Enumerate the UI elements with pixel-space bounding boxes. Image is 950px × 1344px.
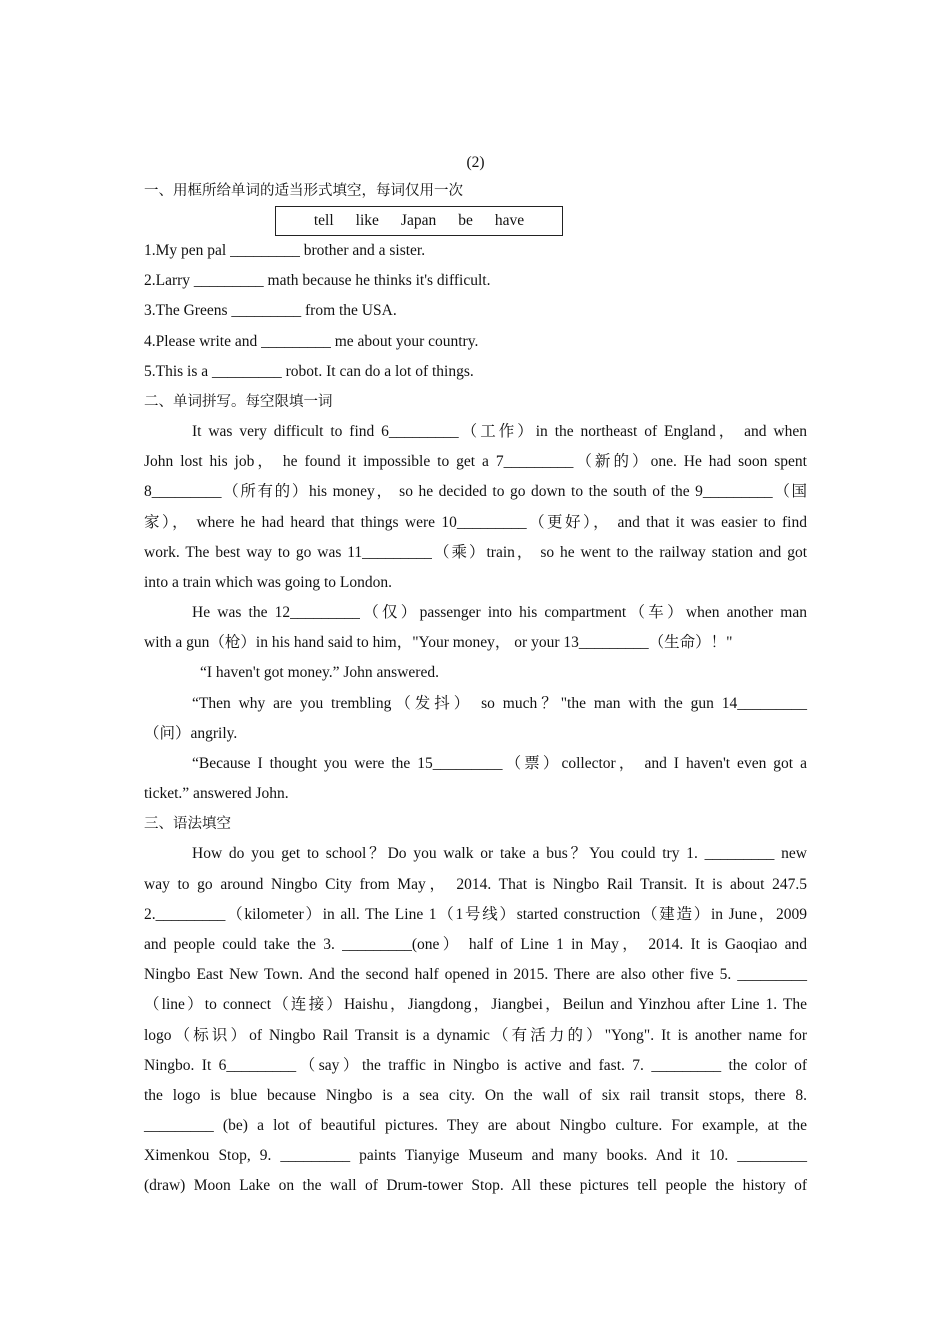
passage2-line: 家）， where he had heard that things were 10_________（更好）， and that it was easier to find bbox=[144, 513, 807, 531]
passage2-line: with a gun（枪）in his hand said to him，"Your money， or your 13_________（生命）！" bbox=[144, 634, 733, 652]
box-word: be bbox=[458, 212, 473, 229]
passage2-line: John lost his job， he found it impossible to get a 7_________（新的）one. He had soon spent bbox=[144, 453, 807, 471]
section1-heading: 一、用框所给单词的适当形式填空，每词仅用一次 bbox=[144, 183, 463, 199]
passage2-line: （问）angrily. bbox=[144, 724, 238, 742]
passage2-line: ticket.” answered John. bbox=[144, 785, 289, 803]
passage3-line: Ximenkou Stop, 9. _________ paints Tianyige Museum and many books. And it 10. _________ bbox=[144, 1147, 807, 1165]
section3-heading: 三、语法填空 bbox=[144, 816, 231, 833]
passage3-line: way to go around Ningbo City from May， 2014. That is Ningbo Rail Transit. It is about 247.5 bbox=[144, 875, 807, 893]
passage3-line: the logo is blue because Ningbo is a sea city. On the wall of six rail transit stops, there 8. bbox=[144, 1086, 807, 1104]
passage2-line: He was the 12_________（仅）passenger into his compartment（车）when another man bbox=[192, 604, 807, 622]
passage2-line: “Because I thought you were the 15_________（票）collector， and I haven't even got a bbox=[192, 755, 807, 772]
passage2-line: “I haven't got money.” John answered. bbox=[200, 664, 439, 682]
question-5: 5.This is a _________ robot. It can do a lot of things. bbox=[144, 362, 474, 380]
section2-heading: 二、单词拼写。每空限填一词 bbox=[144, 393, 333, 410]
page-number: (2) bbox=[466, 154, 485, 171]
passage3-line: How do you get to school？Do you walk or take a bus？You could try 1. _________ new bbox=[192, 845, 807, 863]
passage3-line: Ningbo. It 6_________（say）the traffic in Ningbo is active and fast. 7. _________ the color of bbox=[144, 1056, 807, 1074]
passage3-line: _________ (be) a lot of beautiful pictures. They are about Ningbo culture. For example, at the bbox=[144, 1117, 807, 1135]
question-4: 4.Please write and _________ me about your country. bbox=[144, 332, 479, 350]
passage3-line: Ningbo East New Town. And the second half opened in 2015. There are also other five 5. _________ bbox=[144, 966, 807, 984]
passage3-line: and people could take the 3. _________(one） half of Line 1 in May， 2014. It is Gaoqiao and bbox=[144, 935, 807, 953]
question-2: 2.Larry _________ math because he thinks it's difficult. bbox=[144, 272, 491, 290]
box-word: Japan bbox=[400, 212, 437, 229]
question-1: 1.My pen pal _________ brother and a sister. bbox=[144, 242, 426, 259]
box-word: tell bbox=[313, 212, 334, 229]
passage3-line: （line）to connect（连接）Haishu，Jiangdong，Jiangbei，Beilun and Yinzhou after Line 1. The bbox=[144, 996, 807, 1014]
passage2-line: 8_________（所有的）his money， so he decided to go down to the south of the 9_________（国 bbox=[144, 483, 807, 501]
box-word: have bbox=[494, 212, 525, 229]
passage2-line: work. The best way to go was 11_________（乘）train， so he went to the railway station and got bbox=[144, 543, 807, 561]
passage2-line: “Then why are you trembling（发抖） so much？"the man with the gun 14_________ bbox=[192, 694, 807, 712]
passage3-line: logo（标识）of Ningbo Rail Transit is a dynamic（有活力的）"Yong". It is another name for bbox=[144, 1026, 807, 1044]
word-box bbox=[275, 206, 563, 236]
box-word: like bbox=[355, 212, 379, 229]
passage2-line: It was very difficult to find 6_________（工作）in the northeast of England， and when bbox=[192, 422, 807, 440]
worksheet-page bbox=[144, 150, 807, 1202]
question-3: 3.The Greens _________ from the USA. bbox=[144, 302, 397, 320]
passage3-line: 2._________（kilometer）in all. The Line 1（1号线）started construction（建造）in June，2009 bbox=[144, 905, 807, 923]
passage3-line: (draw) Moon Lake on the wall of Drum-tower Stop. All these pictures tell people the history of bbox=[144, 1177, 807, 1195]
passage2-line: into a train which was going to London. bbox=[144, 573, 392, 591]
